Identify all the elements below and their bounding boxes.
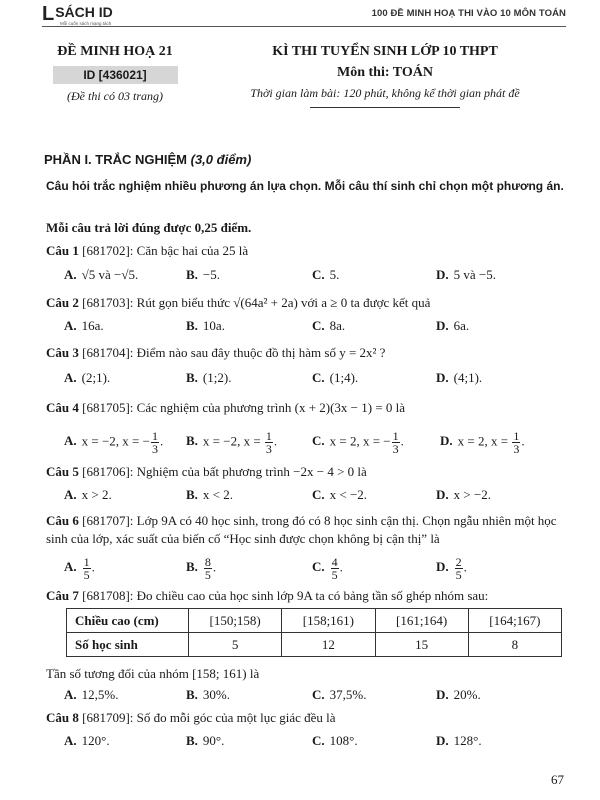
logo-mark: L (42, 3, 55, 25)
series-title: 100 ĐỀ MINH HOẠ THI VÀO 10 MÔN TOÁN (371, 8, 566, 19)
exam-info-right (215, 44, 555, 108)
option-d[interactable]: D. $\frac{2}{5}$ . (436, 555, 467, 582)
option-d[interactable]: D. 20%. (436, 687, 481, 702)
question-text: [681705]: Các nghiệm của phương trình (x + 2)(3x − 1) = 0 là (82, 400, 406, 415)
exam-underline (310, 107, 460, 108)
option-b[interactable]: B. $\frac{8}{5}$ . (186, 555, 217, 582)
option-a[interactable]: A. 120°. (64, 733, 110, 748)
option-a[interactable]: A. 16a. (64, 318, 104, 333)
question-text: [681709]: Số đo mỗi góc của một lục giác đều là (82, 710, 336, 725)
option-a[interactable]: A. 12,5%. (64, 687, 119, 702)
option-b[interactable]: B. 30%. (186, 687, 231, 702)
question-label: Câu 1 (46, 243, 79, 258)
fraction: $\frac{2}{5}$ (455, 555, 462, 582)
option-d[interactable]: D. x = 2, x = $\frac{1}{3}$ . (440, 429, 525, 456)
logo-text: SÁCH ID (55, 4, 113, 20)
exam-page-count: (Đề thi có 03 trang) (67, 89, 163, 103)
question-text: [681704]: Điểm nào sau đây thuộc đồ thị hàm số y = 2x² ? (82, 345, 386, 360)
question-6 (46, 512, 566, 548)
fraction: $\frac{1}{3}$ (392, 429, 399, 456)
question-4-options (0, 429, 600, 456)
fraction: $\frac{1}{5}$ (83, 555, 90, 582)
header-divider (42, 26, 566, 27)
exam-subject: Môn thi: TOÁN (337, 65, 433, 80)
question-7-options (0, 687, 600, 703)
option-d[interactable]: D. (4;1). (436, 370, 483, 385)
option-d[interactable]: D. 5 và −5. (436, 267, 496, 282)
option-c[interactable]: C. $\frac{4}{5}$ . (312, 555, 343, 582)
row-header-count: Số học sinh (67, 633, 189, 657)
table-cell: 12 (282, 633, 375, 657)
question-2 (46, 295, 566, 311)
option-d[interactable]: D. 6a. (436, 318, 470, 333)
option-a[interactable]: A. x = −2, x = − $\frac{1}{3}$ . (64, 429, 164, 456)
option-a[interactable]: A. √5 và −√5. (64, 267, 139, 282)
frequency-table (66, 608, 562, 657)
fraction: $\frac{4}{5}$ (331, 555, 338, 582)
option-c[interactable]: C. (1;4). (312, 370, 359, 385)
table-cell: 5 (189, 633, 282, 657)
exam-title: KÌ THI TUYỂN SINH LỚP 10 THPT (272, 44, 498, 59)
section-points: (3,0 điểm) (190, 152, 252, 167)
section-scoring: Mỗi câu trả lời đúng được 0,25 điểm. (46, 220, 252, 235)
question-text: [681706]: Nghiệm của bất phương trình −2x − 4 > 0 là (82, 464, 367, 479)
publisher-logo (42, 4, 113, 24)
table-cell: [150;158) (189, 609, 282, 633)
option-a[interactable]: A. (2;1). (64, 370, 111, 385)
question-text: [681707]: Lớp 9A có 40 học sinh, trong đó có 8 học sinh cận thị. Chọn ngẫu nhiên một học sinh của lớp, xác suất của biến cố “Học sinh được chọn không bị cận thị” là (46, 513, 557, 546)
exam-info-left (40, 44, 190, 104)
option-a[interactable]: A. $\frac{1}{5}$ . (64, 555, 95, 582)
question-6-options (0, 555, 600, 582)
question-text: [681708]: Đo chiều cao của học sinh lớp 9A ta có bảng tần số ghép nhóm sau: (82, 588, 489, 603)
option-b[interactable]: B. (1;2). (186, 370, 232, 385)
section-instruction: Câu hỏi trắc nghiệm nhiều phương án lựa chọn. Mỗi câu thí sinh chỉ chọn một phương án. (46, 179, 564, 193)
fraction: $\frac{1}{3}$ (265, 429, 272, 456)
question-label: Câu 7 (46, 588, 79, 603)
fraction: $\frac{1}{3}$ (151, 429, 158, 456)
exam-code: ĐỀ MINH HOẠ 21 (57, 44, 173, 59)
question-label: Câu 5 (46, 464, 79, 479)
option-c[interactable]: C. 8a. (312, 318, 346, 333)
section-title (44, 152, 251, 167)
question-label: Câu 8 (46, 710, 79, 725)
question-label: Câu 4 (46, 400, 79, 415)
table-cell: [161;164) (375, 609, 468, 633)
exam-id-badge: ID [436021] (53, 66, 178, 84)
question-label: Câu 2 (46, 295, 79, 310)
table-cell: [164;167) (468, 609, 561, 633)
option-c[interactable]: C. 37,5%. (312, 687, 367, 702)
logo-tagline: Mỗi cuốn sách mạng tách (60, 21, 112, 26)
exam-time: Thời gian làm bài: 120 phút, không kể thời gian phát đề (250, 86, 520, 100)
fraction: $\frac{8}{5}$ (204, 555, 211, 582)
option-b[interactable]: B. −5. (186, 267, 221, 282)
page-header (0, 0, 600, 30)
question-5-options (0, 487, 600, 503)
question-3 (46, 345, 566, 361)
option-c[interactable]: C. 108°. (312, 733, 358, 748)
question-3-options (0, 370, 600, 386)
question-1-options (0, 267, 600, 283)
fraction: $\frac{1}{3}$ (513, 429, 520, 456)
question-5 (46, 464, 566, 480)
option-d[interactable]: D. 128°. (436, 733, 482, 748)
option-b[interactable]: B. 10a. (186, 318, 225, 333)
question-label: Câu 3 (46, 345, 79, 360)
question-4 (46, 400, 566, 416)
page-number: 67 (551, 772, 564, 787)
option-c[interactable]: C. 5. (312, 267, 340, 282)
table-cell: [158;161) (282, 609, 375, 633)
question-label: Câu 6 (46, 513, 79, 528)
table-row (67, 633, 562, 657)
question-text: [681702]: Căn bậc hai của 25 là (82, 243, 249, 258)
option-d[interactable]: D. x > −2. (436, 487, 492, 502)
table-cell: 8 (468, 633, 561, 657)
option-b[interactable]: B. 90°. (186, 733, 225, 748)
option-c[interactable]: C. x = 2, x = − $\frac{1}{3}$ . (312, 429, 404, 456)
section-title-text: PHẦN I. TRẮC NGHIỆM (44, 152, 187, 167)
option-a[interactable]: A. x > 2. (64, 487, 112, 502)
option-b[interactable]: B. x = −2, x = $\frac{1}{3}$ . (186, 429, 278, 456)
question-7 (46, 588, 566, 604)
question-text: [681703]: Rút gọn biểu thức √(64a² + 2a) với a ≥ 0 ta được kết quả (82, 295, 431, 310)
table-cell: 15 (375, 633, 468, 657)
option-c[interactable]: C. x < −2. (312, 487, 368, 502)
option-b[interactable]: B. x < 2. (186, 487, 234, 502)
question-8 (46, 710, 566, 726)
table-row (67, 609, 562, 633)
row-header-height: Chiều cao (cm) (67, 609, 189, 633)
question-1 (46, 243, 566, 259)
question-2-options (0, 318, 600, 334)
question-8-options (0, 733, 600, 749)
question-7-followup: Tần số tương đối của nhóm [158; 161) là (46, 666, 260, 681)
